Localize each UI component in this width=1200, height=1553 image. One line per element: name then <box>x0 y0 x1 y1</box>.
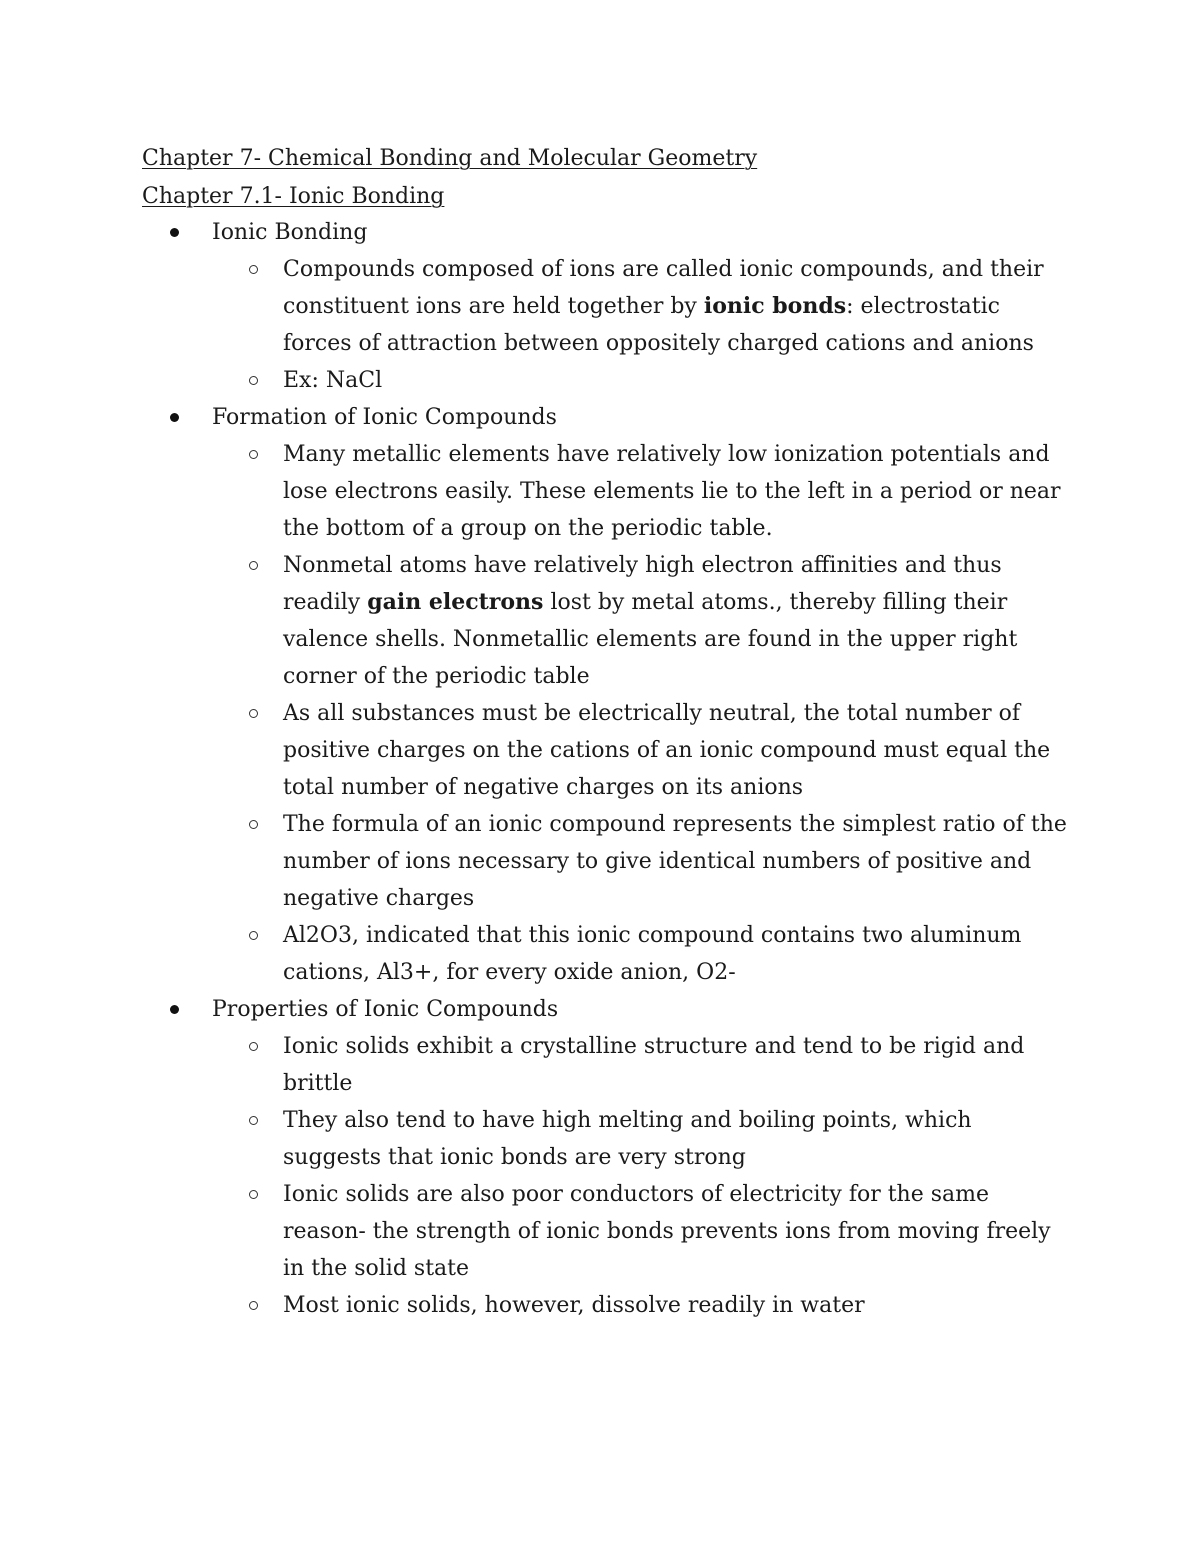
filled-bullet-icon <box>170 413 179 422</box>
section-heading: Formation of Ionic Compounds <box>212 405 557 430</box>
list-item <box>142 1287 1072 1324</box>
hollow-bullet-icon <box>249 265 258 274</box>
hollow-bullet-icon <box>249 450 258 459</box>
list-item-text: Nonmetal atoms have relatively high electron affinities and thus readily <box>283 553 1002 615</box>
list-item <box>142 1102 1072 1176</box>
hollow-bullet-icon <box>249 709 258 718</box>
list-item <box>142 547 1072 695</box>
section-title: Chapter 7.1- Ionic Bonding <box>142 184 445 209</box>
list-item <box>142 362 1072 399</box>
list-item-text: Ionic solids exhibit a crystalline structure and tend to be rigid and brittle <box>283 1034 1025 1096</box>
list-item-text: The formula of an ionic compound represents the simplest ratio of the number of ions necessary to give identical numbers of positive and negative charges <box>283 812 1067 911</box>
list-item-text: Compounds composed of ions are called ionic compounds, and their constituent ions are held together by <box>283 257 1044 319</box>
hollow-bullet-icon <box>249 1190 258 1199</box>
list-item <box>142 917 1072 991</box>
list-item <box>142 251 1072 362</box>
list-item <box>142 1028 1072 1102</box>
filled-bullet-icon <box>170 228 179 237</box>
bold-term: ionic bonds <box>703 293 847 319</box>
list-item-text: Al2O3, indicated that this ionic compound contains two aluminum cations, Al3+, for every oxide anion, O2- <box>283 923 1022 985</box>
list-item <box>142 1176 1072 1287</box>
hollow-bullet-icon <box>249 931 258 940</box>
filled-bullet-icon <box>170 1005 179 1014</box>
hollow-bullet-icon <box>249 561 258 570</box>
section-formation <box>142 399 1072 436</box>
hollow-bullet-icon <box>249 1116 258 1125</box>
list-item-text: Ionic solids are also poor conductors of electricity for the same reason- the strength of ionic bonds prevents ions from moving freely in the solid state <box>283 1182 1051 1281</box>
list-item-text: They also tend to have high melting and boiling points, which suggests that ionic bonds are very strong <box>283 1108 972 1170</box>
section-properties <box>142 991 1072 1028</box>
section-heading: Ionic Bonding <box>212 220 368 245</box>
hollow-bullet-icon <box>249 1301 258 1310</box>
section-heading: Properties of Ionic Compounds <box>212 997 559 1022</box>
list-item <box>142 695 1072 806</box>
bold-term: gain electrons <box>367 589 544 615</box>
bullet-list <box>142 214 1072 1324</box>
list-item-text: : electrostatic forces of attraction between oppositely charged cations and anions <box>283 294 1034 356</box>
section-ionic-bonding <box>142 214 1072 251</box>
hollow-bullet-icon <box>249 820 258 829</box>
hollow-bullet-icon <box>249 376 258 385</box>
list-item-text: lost by metal atoms., thereby filling their valence shells. Nonmetallic elements are found in the upper right corner of the periodic table <box>283 590 1018 689</box>
list-item-text: As all substances must be electrically neutral, the total number of positive charges on the cations of an ionic compound must equal the total number of negative charges on its anions <box>283 701 1051 800</box>
list-item <box>142 806 1072 917</box>
list-item <box>142 436 1072 547</box>
list-item-text: Many metallic elements have relatively low ionization potentials and lose electrons easily. These elements lie to the left in a period or near the bottom of a group on the periodic table. <box>283 442 1061 541</box>
chapter-title: Chapter 7- Chemical Bonding and Molecular Geometry <box>142 146 758 171</box>
hollow-bullet-icon <box>249 1042 258 1051</box>
list-item-text: Ex: NaCl <box>283 368 383 393</box>
list-item-text: Most ionic solids, however, dissolve readily in water <box>283 1293 865 1318</box>
